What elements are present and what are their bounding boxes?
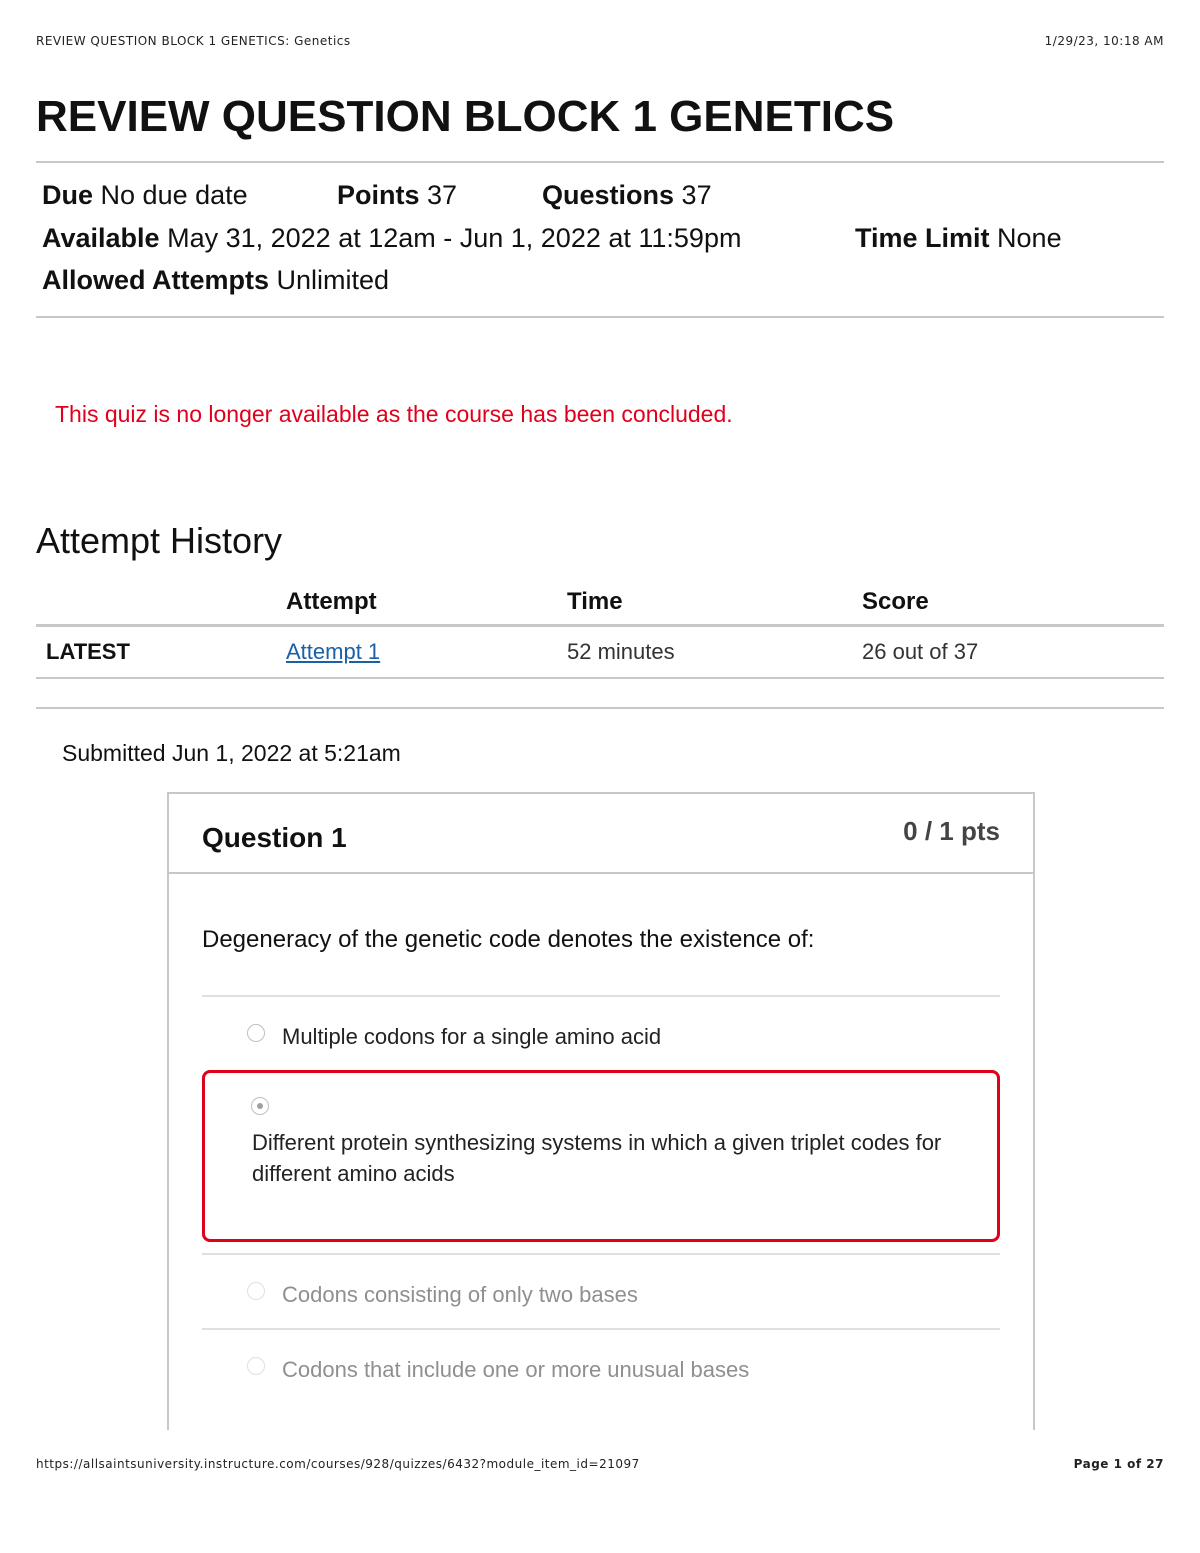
- column-header-time: Time: [567, 582, 862, 626]
- history-divider: [36, 707, 1164, 709]
- questions-field: [542, 180, 712, 211]
- available-label: Available: [42, 223, 160, 253]
- radio-icon: [247, 1357, 265, 1375]
- latest-tag: LATEST: [36, 626, 286, 679]
- page-title: REVIEW QUESTION BLOCK 1 GENETICS: [36, 92, 895, 141]
- question-header: [169, 794, 1033, 874]
- attempt-cell: [286, 626, 567, 679]
- print-doc-title: REVIEW QUESTION BLOCK 1 GENETICS: Genetics: [36, 34, 351, 48]
- attempts-field: [42, 265, 389, 296]
- submitted-timestamp: Submitted Jun 1, 2022 at 5:21am: [62, 740, 401, 766]
- table-row: [36, 626, 1164, 679]
- answer-text: Codons that include one or more unusual bases: [282, 1357, 750, 1382]
- score-cell: 26 out of 37: [862, 626, 1164, 679]
- radio-icon: [247, 1024, 265, 1042]
- print-footer: [0, 1430, 1200, 1500]
- table-header-row: [36, 582, 1164, 626]
- print-url: https://allsaintsuniversity.instructure.com/courses/928/quizzes/6432?module_item_id=21097: [36, 1457, 640, 1471]
- due-value: No due date: [100, 180, 248, 210]
- column-header-tag: [36, 582, 286, 626]
- radio-icon: [247, 1282, 265, 1300]
- course-concluded-notice: This quiz is no longer available as the course has been concluded.: [55, 401, 733, 427]
- attempts-value: Unlimited: [276, 265, 390, 295]
- attempts-label: Allowed Attempts: [42, 265, 270, 295]
- question-title: Question 1: [202, 822, 347, 853]
- answer-option-correct: [202, 1020, 1000, 1060]
- print-datetime: 1/29/23, 10:18 AM: [1044, 34, 1164, 48]
- print-header: [36, 34, 1164, 52]
- column-header-attempt: Attempt: [286, 582, 567, 626]
- question-card: [167, 792, 1035, 1494]
- points-field: [337, 180, 457, 211]
- attempt-1-link[interactable]: Attempt 1: [286, 639, 381, 664]
- question-text: Degeneracy of the genetic code denotes the existence of:: [202, 926, 815, 953]
- question-points: 0 / 1 pts: [903, 816, 1000, 846]
- points-label: Points: [337, 180, 420, 210]
- radio-selected-icon: [251, 1097, 269, 1115]
- column-header-score: Score: [862, 582, 1164, 626]
- attempt-history-title: Attempt History: [36, 520, 283, 561]
- time-limit-label: Time Limit: [855, 223, 990, 253]
- available-value: May 31, 2022 at 12am - Jun 1, 2022 at 11:59pm: [167, 223, 742, 253]
- time-cell: 52 minutes: [567, 626, 862, 679]
- time-limit-value: None: [997, 223, 1062, 253]
- time-limit-field: [855, 223, 1062, 254]
- title-divider: [36, 161, 1164, 163]
- answer-text: Codons consisting of only two bases: [282, 1282, 638, 1307]
- answer-option: [202, 1278, 1000, 1318]
- questions-value: 37: [681, 180, 712, 210]
- page-number: Page 1 of 27: [1073, 1457, 1164, 1471]
- due-label: Due: [42, 180, 94, 210]
- answer-text: Different protein synthesizing systems in which a given triplet codes for different amino acids: [252, 1130, 942, 1186]
- answer-option-selected: [202, 1070, 1000, 1242]
- answer-divider: [202, 1253, 1000, 1255]
- details-divider: [36, 316, 1164, 318]
- answer-text: Multiple codons for a single amino acid: [282, 1024, 662, 1049]
- answer-option: [202, 1353, 1000, 1393]
- available-field: [42, 223, 741, 254]
- questions-label: Questions: [542, 180, 675, 210]
- due-field: [42, 180, 248, 211]
- answer-divider: [202, 995, 1000, 997]
- answer-divider: [202, 1328, 1000, 1330]
- attempt-history-table: [36, 582, 1164, 679]
- points-value: 37: [427, 180, 458, 210]
